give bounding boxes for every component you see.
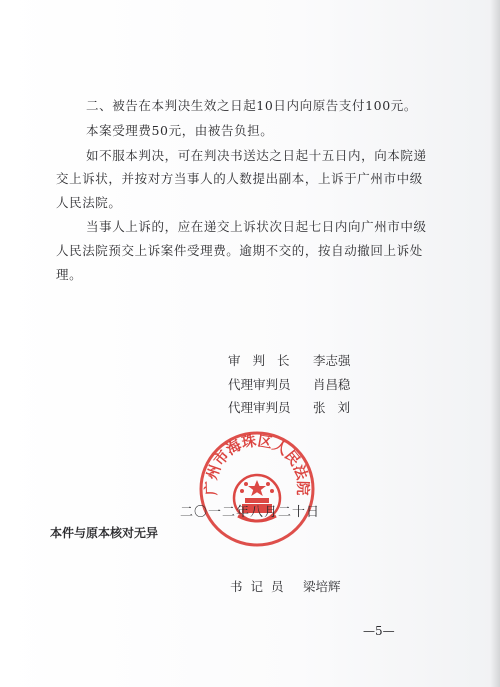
page-number: —5— — [363, 624, 395, 638]
signature-role: 审 判 长 — [228, 353, 294, 368]
clerk-name: 梁培辉 — [303, 579, 341, 594]
signature-role: 代理审判员 — [228, 377, 291, 392]
verification-note: 本件与原本核对无异 — [50, 526, 159, 540]
paragraph-line: 人民法院预交上诉案件受理费。逾期不交的，按自动撤回上诉处 — [56, 243, 423, 258]
court-seal-graphic — [198, 430, 316, 548]
paragraph-line: 当事人上诉的，应在递交上诉状次日起七日内向广州市中级 — [86, 219, 427, 234]
paragraph-line: 如不服本判决，可在判决书送达之日起十五日内，向本院递 — [86, 148, 427, 163]
signature-name: 李志强 — [313, 353, 351, 368]
paragraph-line: 理。 — [56, 267, 83, 282]
page-edge-shadow — [490, 0, 500, 687]
paragraph-line: 人民法院。 — [56, 195, 122, 210]
clerk-role: 书 记 员 — [230, 579, 286, 594]
paragraph-line: 二、被告在本判决生效之日起10日内向原告支付100元。 — [86, 98, 417, 113]
paragraph-line: 交上诉状，并按对方当事人的人数提出副本，上诉于广州市中级 — [56, 171, 423, 186]
seal-text: 广州市海珠区人民法院 — [203, 433, 311, 496]
paragraph-line: 本案受理费50元，由被告负担。 — [86, 123, 274, 138]
signature-name: 肖昌稳 — [313, 377, 351, 392]
judgment-date: 二〇一二年八月二十日 — [180, 505, 321, 520]
court-seal — [198, 430, 316, 548]
signature-name: 张 刘 — [313, 400, 354, 415]
signature-role: 代理审判员 — [228, 400, 291, 415]
